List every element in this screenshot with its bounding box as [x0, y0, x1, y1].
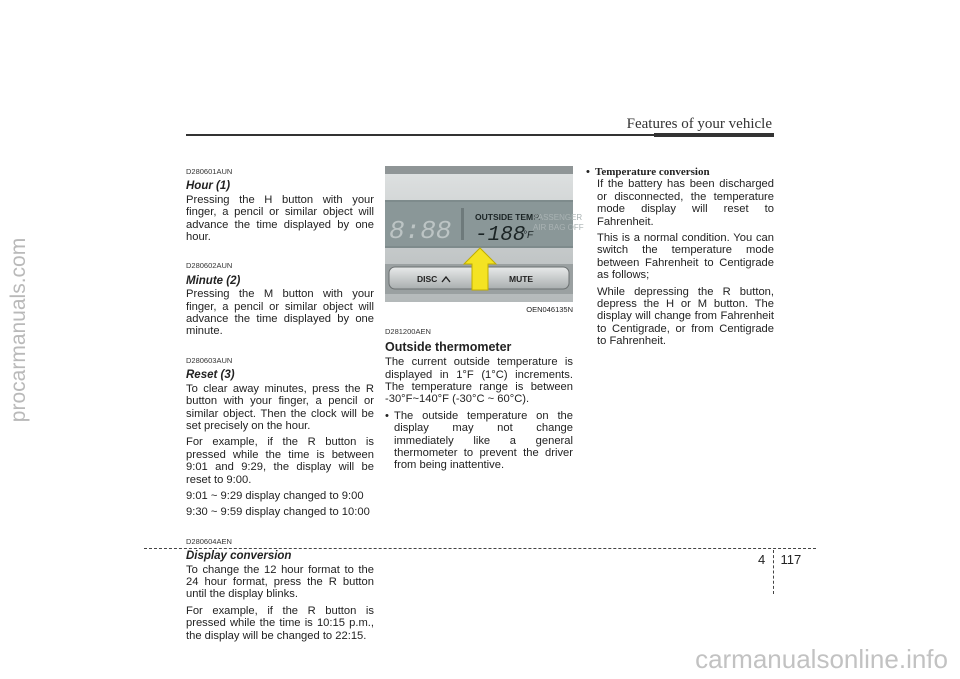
- page-number: [758, 552, 801, 567]
- column-middle: [385, 166, 584, 476]
- footer-rule: [144, 548, 816, 549]
- paragraph: If the battery has been discharged or disconnected, the temperature mode display will reset to Fahrenheit.: [597, 178, 774, 228]
- section-code: D281200AEN: [385, 327, 431, 337]
- mute-button-label: MUTE: [509, 274, 534, 284]
- section-title-display: Display conversion: [186, 550, 292, 563]
- paragraph: This is a normal condition. You can switch the temperature mode between Fahrenheit to Centigrade as follows;: [597, 232, 774, 282]
- page-header-title: Features of your vehicle: [626, 116, 772, 132]
- temp-digits: -188: [475, 224, 526, 247]
- paragraph: The current outside temperature is displayed in 1°F (1°C) increments. The temperature range is between -30°F~140°F (-30°C ~ 60°C).: [385, 356, 573, 406]
- paragraph: Pressing the M button with your finger, a pencil or similar object will advance the time displayed by one minute.: [186, 288, 374, 338]
- header-rule: [186, 134, 774, 136]
- airbag-label-2: AIR BAG OFF: [533, 223, 584, 232]
- page-number-value: 117: [780, 552, 802, 567]
- section-title-thermometer: Outside thermometer: [385, 339, 512, 354]
- temp-unit: °F: [523, 230, 534, 241]
- thermometer-figure: [385, 166, 584, 302]
- section-code: D280602AUN: [186, 261, 233, 271]
- paragraph-line: 9:01 ~ 9:29 display changed to 9:00: [186, 489, 364, 502]
- paragraph: To change the 12 hour format to the 24 hour format, press the R button until the display blinks.: [186, 563, 374, 601]
- paragraph: For example, if the R button is pressed while the time is 10:15 p.m., the display will be changed to 22:15.: [186, 604, 374, 642]
- clock-digits: 8:88: [389, 216, 452, 246]
- paragraph-line: 9:30 ~ 9:59 display changed to 10:00: [186, 506, 370, 519]
- disc-button-label: DISC: [417, 274, 438, 284]
- thermometer-illustration: [385, 166, 584, 302]
- section-code: D280604AEN: [186, 536, 232, 546]
- paragraph: For example, if the R button is pressed while the time is between 9:01 and 9:29, the display will be reset to 9:00.: [186, 436, 374, 486]
- paragraph: Pressing the H button with your finger, a pencil or similar object will advance the time displayed by one hour.: [186, 193, 374, 244]
- column-left: [186, 166, 374, 646]
- bullet-item: • The outside temperature on the display may not change immediately like a general thermometer to prevent the driver from being inattentive.: [385, 409, 573, 472]
- section-code: D280603AUN: [186, 355, 233, 365]
- section-title-conversion: Temperature conversion: [595, 166, 710, 178]
- section-code: D280601AUN: [186, 167, 233, 176]
- outside-temp-label: OUTSIDE TEMP.: [475, 212, 541, 222]
- watermark-left: [2, 130, 36, 530]
- watermark-left-text: procarmanuals.com: [7, 237, 30, 423]
- page-number-separator: [773, 550, 774, 594]
- section-title-minute: Minute (2): [186, 274, 241, 287]
- paragraph: While depressing the R button, depress the H or M button. The display will change from Fahrenheit to Centigrade, or from Centigrade to Fahrenheit.: [597, 285, 774, 348]
- airbag-label-1: PASSENGER: [533, 213, 583, 222]
- section-title-hour: Hour (1): [186, 180, 231, 193]
- column-right: [586, 166, 774, 352]
- figure-caption: OEN046135N: [526, 305, 573, 314]
- chapter-number: 4: [758, 552, 766, 567]
- paragraph: To clear away minutes, press the R button with your finger, a pencil or similar object. Then the clock will be set precisely on the hour.: [186, 382, 374, 432]
- bullet-text: The outside temperature on the display may not change immediately like a general thermometer to prevent the driver from being inattentive.: [394, 409, 573, 472]
- bullet-item: • Temperature conversion: [586, 166, 710, 178]
- watermark-bottom: carmanualsonline.info: [695, 644, 948, 674]
- section-title-reset: Reset (3): [186, 369, 235, 382]
